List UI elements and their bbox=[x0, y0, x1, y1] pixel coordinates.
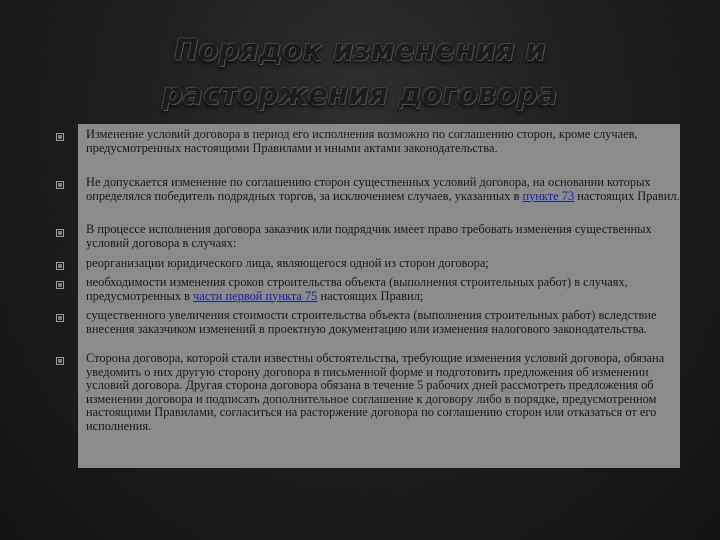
item-text: Изменение условий договора в период его исполнения возможно по соглашению сторон, кроме случаев, предусмотренных настоящими Правилами и иными актами законодательства. bbox=[86, 127, 638, 155]
square-bullet-icon bbox=[56, 181, 64, 189]
item-text-part: Не допускается изменение по соглашению сторон существенных условий договора, на основании которых определялся победитель подрядных торгов, за исключением случаев, указанных в bbox=[86, 175, 651, 203]
item-text-part: настоящих Правил. bbox=[574, 188, 680, 203]
item-text: Сторона договора, которой стали известны обстоятельства, требующие изменения условий договора, обязана уведомить о них другую сторону договора в письменной форме и подготовить предложения об изменении условий договора. Другая сторона договора обязана в течение 5 рабочих дней рассмотреть предложения об изменении договора и подписать дополнительное соглашение к договору либо в порядке, предусмотренном настоящими Правилами, согласиться на расторжение договора по соглашению сторон или отказаться от его исполнения. bbox=[86, 351, 665, 433]
square-bullet-icon bbox=[56, 357, 64, 365]
square-bullet-icon bbox=[56, 314, 64, 322]
item-text: реорганизации юридического лица, являющегося одной из сторон договора; bbox=[86, 256, 489, 270]
point-75-link[interactable]: части первой пункта 75 bbox=[193, 288, 318, 303]
point-73-link[interactable]: пункте 73 bbox=[522, 188, 575, 203]
slide-title bbox=[120, 28, 600, 116]
item-text bbox=[86, 176, 680, 203]
square-bullet-icon bbox=[56, 262, 64, 270]
title-line-2: расторжения договора bbox=[162, 77, 558, 111]
square-bullet-icon bbox=[56, 281, 64, 289]
item-text-part: настоящих Правил; bbox=[317, 288, 424, 303]
square-bullet-icon bbox=[56, 229, 64, 237]
item-text: В процессе исполнения договора заказчик или подрядчик имеет право требовать изменения существенных условий договора в случаях: bbox=[86, 222, 652, 250]
item-text-part: необходимости изменения сроков строительства объекта (выполнения строительных работ) в случаях, предусмотренных в bbox=[86, 275, 628, 303]
title-line-1: Порядок изменения и bbox=[173, 33, 547, 67]
item-text bbox=[86, 276, 680, 303]
item-text: существенного увеличения стоимости строительства объекта (выполнения строительных работ) вследствие внесения заказчиком изменений в проектную документацию или изменения налогового законодательства. bbox=[86, 308, 657, 336]
square-bullet-icon bbox=[56, 133, 64, 141]
